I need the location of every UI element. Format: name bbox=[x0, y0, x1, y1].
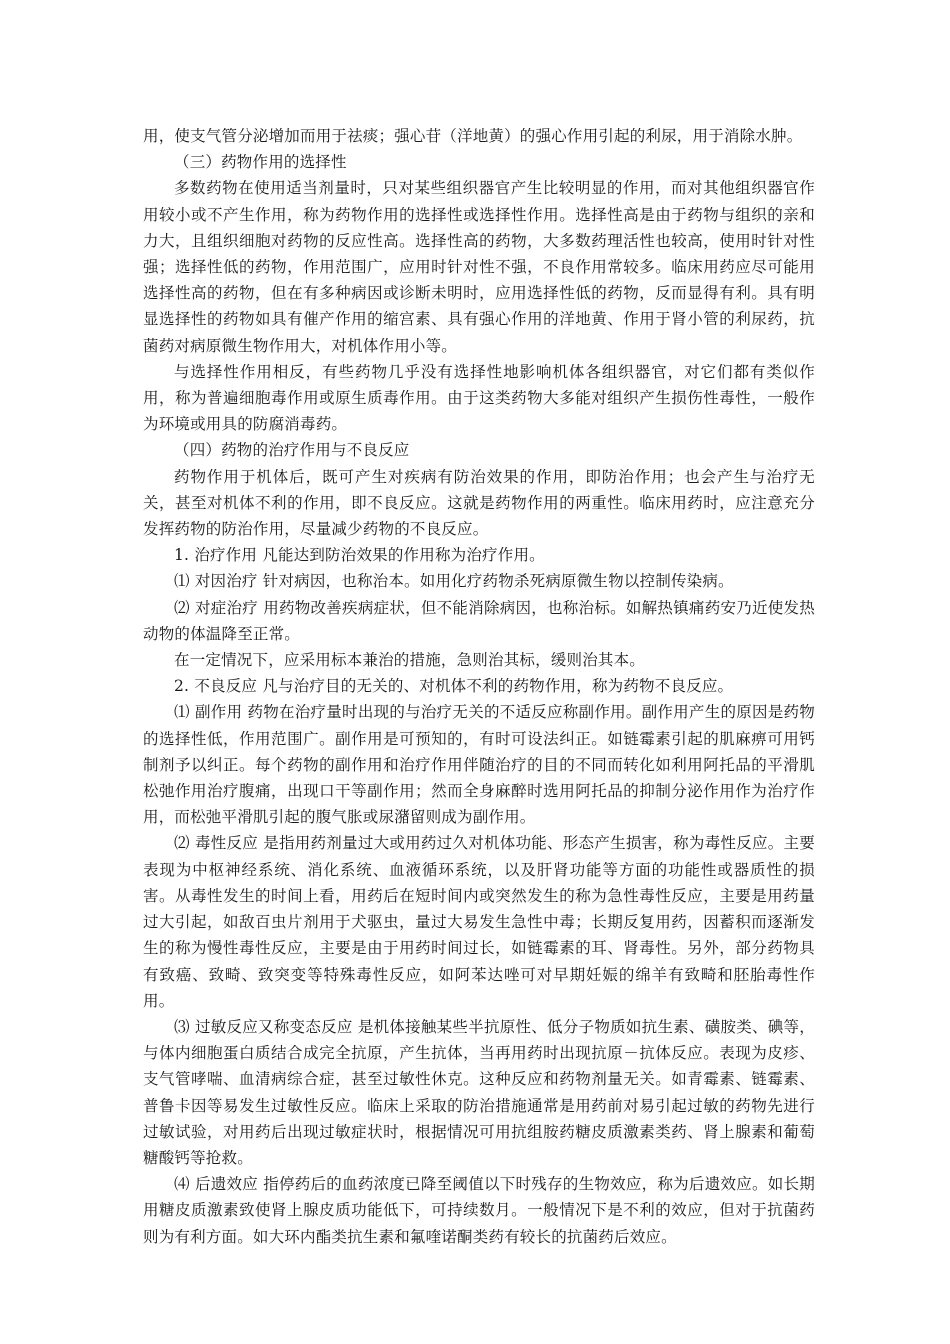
paragraph-residual-effect: ⑷ 后遗效应 指停药后的血药浓度已降至阈值以下时残存的生物效应，称为后遗效应。如长期用糖皮质激素致使肾上腺皮质功能低下，可持续数月。一般情况下是不利的效应，但对于抗菌药则为有利方面。如大环内酯类抗生素和氟喹诺酮类药有较长的抗菌药后效应。 bbox=[143, 1175, 815, 1246]
paragraph-etiological-treatment: ⑴ 对因治疗 针对病因，也称治本。如用化疗药物杀死病原微生物以控制传染病。 bbox=[174, 572, 734, 591]
paragraph-selectivity: 多数药物在使用适当剂量时，只对某些组织器官产生比较明显的作用，而对其他组织器官作用较小或不产生作用，称为药物作用的选择性或选择性作用。选择性高是由于药物与组织的亲和力大，且组织细胞对药物的反应性高。选择性高的药物，大多数药理活性也较高，使用时针对性强；选择性低的药物，作用范围广，应用时针对性不强，不良作用常较多。临床用药应尽可能用选择性高的药物，但在有多种病因或诊断未明时，应用选择性低的药物，反而显得有利。具有明显选择性的药物如具有催产作用的缩宫素、具有强心作用的洋地黄、作用于肾小管的利尿药，抗菌药对病原微生物作用大，对机体作用小等。 bbox=[143, 179, 815, 355]
paragraph-combined-treatment: 在一定情况下，应采用标本兼治的措施，急则治其标，缓则治其本。 bbox=[174, 651, 646, 670]
paragraph-toxic-reaction: ⑵ 毒性反应 是指用药剂量过大或用药过久对机体功能、形态产生损害，称为毒性反应。主要表现为中枢神经系统、消化系统、血液循环系统，以及肝肾功能等方面的功能性或器质性的损害。从毒性发生的时间上看，用药后在短时间内或突然发生的称为急性毒性反应，主要是用药量过大引起，如敌百虫片剂用于犬驱虫，量过大易发生急性中毒；长期反复用药，因蓄积而逐渐发生的称为慢性毒性反应，主要是由于用药时间过长，如链霉素的耳、肾毒性。另外，部分药物具有致癌、致畸、致突变等特殊毒性反应，如阿苯达唑可对早期妊娠的绵羊有致畸和胚胎毒性作用。 bbox=[143, 834, 815, 1010]
paragraph-duality: 药物作用于机体后，既可产生对疾病有防治效果的作用，即防治作用；也会产生与治疗无关，甚至对机体不利的作用，即不良反应。这就是药物作用的两重性。临床用药时，应注意充分发挥药物的防治作用，尽量减少药物的不良反应。 bbox=[143, 467, 815, 539]
paragraph-allergic-reaction: ⑶ 过敏反应又称变态反应 是机体接触某些半抗原性、低分子物质如抗生素、磺胺类、碘等，与体内细胞蛋白质结合成完全抗原，产生抗体，当再用药时出现抗原－抗体反应。表现为皮疹、支气管哮喘、血清病综合症，甚至过敏性休克。这种反应和药物剂量无关。如青霉素、链霉素、普鲁卡因等易发生过敏性反应。临床上采取的防治措施通常是用药前对易引起过敏的药物先进行过敏试验，对用药后出现过敏症状时，根据情况可用抗组胺药糖皮质激素类药、肾上腺素和葡萄糖酸钙等抢救。 bbox=[143, 1017, 815, 1167]
paragraph-nonselective: 与选择性作用相反，有些药物几乎没有选择性地影响机体各组织器官，对它们都有类似作用，称为普遍细胞毒作用或原生质毒作用。由于这类药物大多能对组织产生损伤性毒性，一般作为环境或用具的防腐消毒药。 bbox=[143, 362, 815, 434]
section-heading-therapeutic-adverse: （四）药物的治疗作用与不良反应 bbox=[174, 441, 410, 460]
paragraph-continuation: 用，使支气管分泌增加而用于祛痰；强心苷（洋地黄）的强心作用引起的利尿，用于消除水肿。 bbox=[143, 127, 803, 145]
paragraph-adverse-reaction: 2. 不良反应 凡与治疗目的无关的、对机体不利的药物作用，称为药物不良反应。 bbox=[174, 677, 734, 696]
paragraph-side-effect: ⑴ 副作用 药物在治疗量时出现的与治疗无关的不适反应称副作用。副作用产生的原因是药物的选择性低，作用范围广。副作用是可预知的，有时可设法纠正。如链霉素引起的肌麻痹可用钙制剂予以纠正。每个药物的副作用和治疗作用伴随治疗的目的不同而转化如利用阿托品的平滑肌松弛作用治疗腹痛，出现口干等副作用；然而全身麻醉时选用阿托品的抑制分泌作用作为治疗作用，而松弛平滑肌引起的腹气胀或尿潴留则成为副作用。 bbox=[143, 703, 815, 827]
section-heading-selectivity: （三）药物作用的选择性 bbox=[174, 153, 347, 172]
paragraph-therapeutic-effect: 1. 治疗作用 凡能达到防治效果的作用称为治疗作用。 bbox=[174, 546, 545, 565]
document-page bbox=[143, 123, 815, 1250]
paragraph-symptomatic-treatment: ⑵ 对症治疗 用药物改善疾病症状，但不能消除病因，也称治标。如解热镇痛药安乃近使发热动物的体温降至正常。 bbox=[143, 598, 815, 643]
